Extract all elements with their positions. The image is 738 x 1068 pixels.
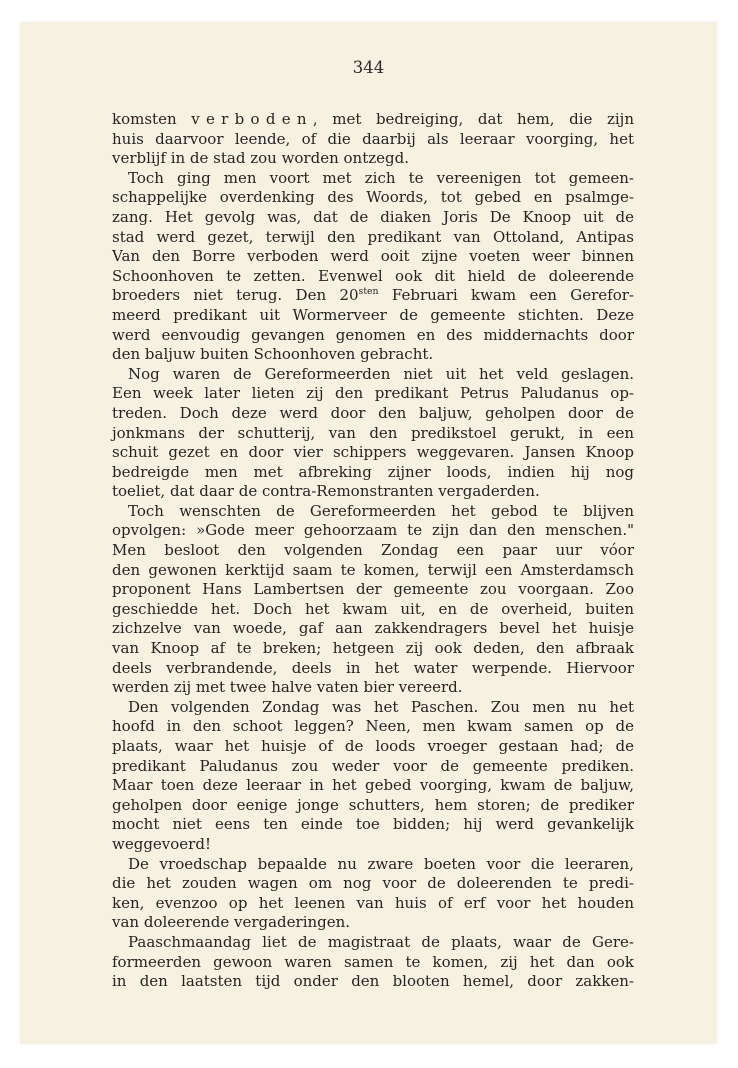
text-line: mocht niet eens ten einde toe bidden; hij werd gevankelijk [112,815,634,834]
text-line: Toch ging men voort met zich te vereenigen tot gemeen- [128,168,634,187]
text-line: Schoonhoven te zetten. Evenwel ook dit hield de doleerende [112,266,634,285]
text-line: werd eenvoudig gevangen genomen en des middernachts door [112,325,634,344]
text-line: den gewonen kerktijd saam te komen, terwijl een Amsterdamsch [112,560,634,579]
text-line: Men besloot den volgenden Zondag een paar uur vóor [112,541,634,560]
text-line: werden zij met twee halve vaten bier vereerd. [112,678,463,697]
text-line: weggevoerd! [112,834,211,853]
text-line: Toch wenschten de Gereformeerden het gebod te blijven [128,501,634,520]
text-line: zang. Het gevolg was, dat de diaken Joris De Knoop uit de [112,207,634,226]
text-line: De vroedschap bepaalde nu zware boeten voor die leeraren, [128,854,634,873]
book-page [20,22,717,1044]
text-line: proponent Hans Lambertsen der gemeente zou voorgaan. Zoo [112,580,634,599]
text-line: bedreigde men met afbreking zijner loods, indien hij nog [112,462,634,481]
text-line: Den volgenden Zondag was het Paschen. Zou men nu het [128,697,634,716]
text-line: predikant Paludanus zou weder voor de gemeente prediken. [112,756,634,775]
page-number: 344 [352,58,385,77]
text-line: den baljuw buiten Schoonhoven gebracht. [112,345,434,364]
text-line: van Knoop af te breken; hetgeen zij ook deden, den afbraak [112,639,634,658]
text-line: broeders niet terug. Den $20^{sten}$ Februari kwam een Gerefor- [112,286,634,305]
body-text [112,110,634,992]
text-line: van doleerende vergaderingen. [112,913,351,932]
text-line: opvolgen: »Gode meer gehoorzaam te zijn dan den menschen." [112,521,634,540]
text-line: Een week later lieten zij den predikant Petrus Paludanus op- [112,384,634,403]
text-line: komsten verboden, met bedreiging, dat hem, die zijn [112,110,634,128]
text-line: zichzelve van woede, gaf aan zakkendragers bevel het huisje [112,619,634,638]
text-line: in den laatsten tijd onder den blooten hemel, door zakken- [112,972,634,991]
emphasis-spaced: verboden [191,110,313,128]
text-line: ken, evenzoo op het leenen van huis of erf voor het houden [112,893,634,912]
text-line: hoofd in den schoot leggen? Neen, men kwam samen op de [112,717,634,736]
text-line: deels verbrandende, deels in het water werpende. Hiervoor [112,658,634,677]
text-line: treden. Doch deze werd door den baljuw, geholpen door de [112,403,634,422]
text-line: Nog waren de Gereformeerden niet uit het veld geslagen. [128,364,634,383]
text-line: huis daarvoor leende, of die daarbij als leeraar voorging, het [112,129,634,148]
text-line: stad werd gezet, terwijl den predikant van Ottoland, Antipas [112,227,634,246]
text-line: toeliet, dat daar de contra-Remonstranten vergaderden. [112,482,540,501]
text-line: schuit gezet en door vier schippers weggevaren. Jansen Knoop [112,443,634,462]
text-line: plaats, waar het huisje of de loods vroeger gestaan had; de [112,737,634,755]
text-line: verblijf in de stad zou worden ontzegd. [112,149,409,168]
text-line: Paaschmaandag liet de magistraat de plaats, waar de Gere- [128,932,634,951]
text-line: formeerden gewoon waren samen te komen, zij het dan ook [112,952,634,971]
text-line: jonkmans der schutterij, van den predikstoel gerukt, in een [112,423,634,442]
text-line: Van den Borre verboden werd ooit zijne voeten weer binnen [112,247,634,266]
text-line: geholpen door eenige jonge schutters, hem storen; de prediker [112,795,634,814]
text-line: geschiedde het. Doch het kwam uit, en de overheid, buiten [112,599,634,618]
text-line: schappelijke overdenking des Woords, tot gebed en psalmge- [112,188,634,207]
text-line: Maar toen deze leeraar in het gebed voorging, kwam de baljuw, [112,776,634,795]
text-line: meerd predikant uit Wormerveer de gemeente stichten. Deze [112,305,634,324]
text-line: die het zouden wagen om nog voor de doleerenden te predi- [112,874,634,893]
superscript: sten [358,286,379,298]
